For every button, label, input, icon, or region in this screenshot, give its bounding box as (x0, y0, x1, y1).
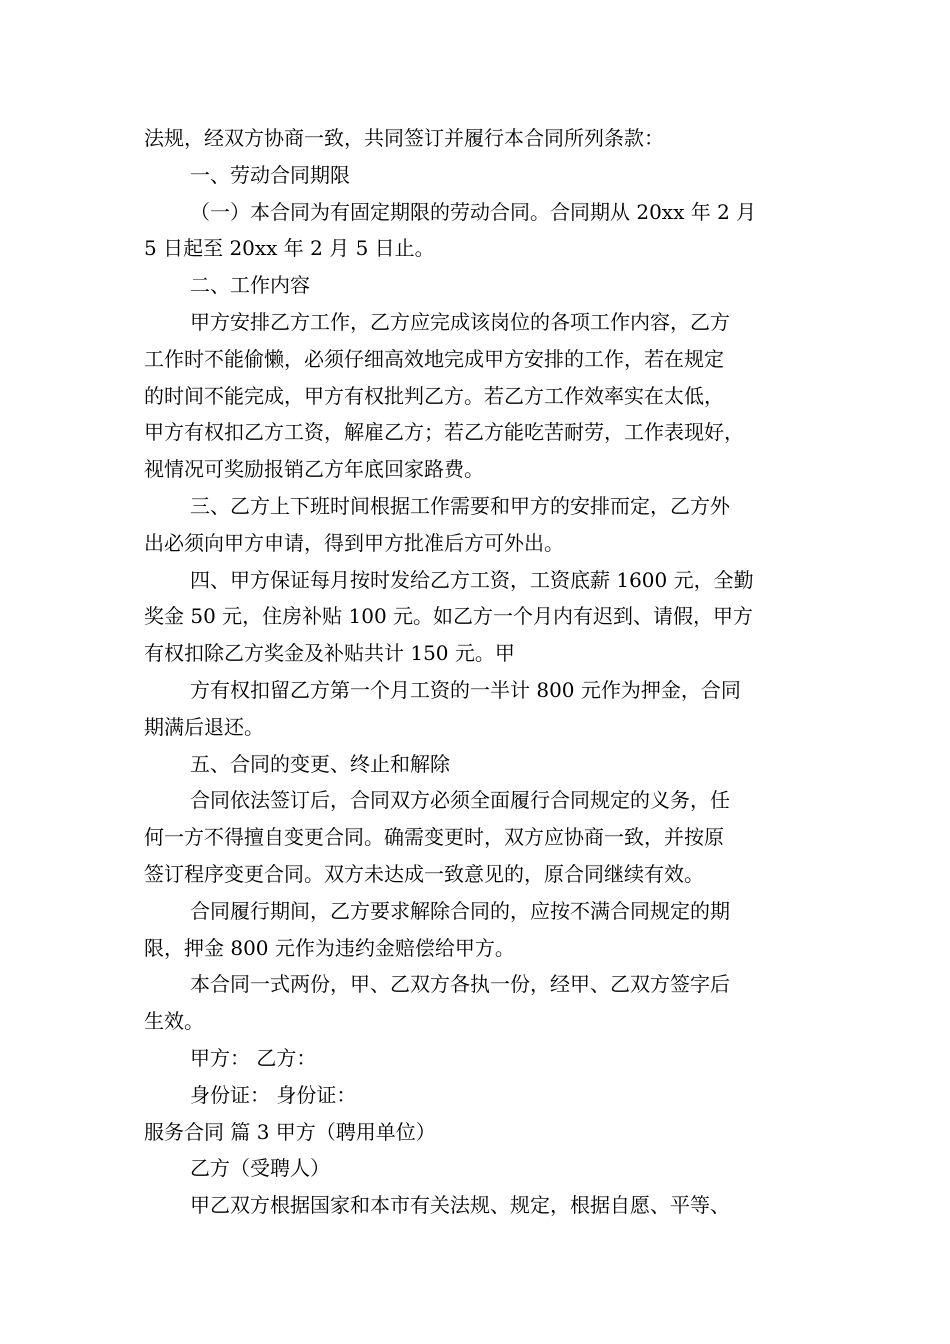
paragraph-line: 的时间不能完成，甲方有权批判乙方。若乙方工作效率实在太低， (144, 383, 724, 408)
paragraph-line: 期满后退还。 (144, 714, 264, 739)
paragraph-line: 四、甲方保证每月按时发给乙方工资，工资底薪 1600 元，全勤 (190, 567, 754, 592)
contract-section-title: 服务合同 篇 3 甲方（聘用单位） (144, 1119, 436, 1144)
document-body (144, 120, 816, 1224)
paragraph-line: 何一方不得擅自变更合同。确需变更时，双方应协商一致，并按原 (144, 825, 724, 850)
paragraph-line: （一）本合同为有固定期限的劳动合同。合同期从 20xx 年 2 月 (190, 199, 757, 224)
paragraph-line: 合同履行期间，乙方要求解除合同的，应按不满合同规定的期 (190, 898, 730, 923)
paragraph-line: 奖金 50 元，住房补贴 100 元。如乙方一个月内有迟到、请假，甲方 (144, 604, 754, 629)
party-b-label: 乙方（受聘人） (190, 1156, 330, 1181)
section-heading-work-content: 二、工作内容 (190, 273, 310, 298)
paragraph-line: 方有权扣留乙方第一个月工资的一半计 800 元作为押金，合同 (190, 677, 741, 702)
paragraph-line: 三、乙方上下班时间根据工作需要和甲方的安排而定，乙方外 (190, 493, 730, 518)
paragraph-line: 甲乙双方根据国家和本市有关法规、规定，根据自愿、平等、 (190, 1193, 730, 1218)
section-heading-change-termination: 五、合同的变更、终止和解除 (190, 751, 450, 776)
paragraph-line: 5 日起至 20xx 年 2 月 5 日止。 (144, 236, 435, 261)
paragraph-line: 工作时不能偷懒，必须仔细高效地完成甲方安排的工作，若在规定 (144, 346, 724, 371)
paragraph-line: 出必须向甲方申请，得到甲方批准后方可外出。 (144, 530, 564, 555)
paragraph-line: 视情况可奖励报销乙方年底回家路费。 (144, 457, 484, 482)
paragraph-line: 签订程序变更合同。双方未达成一致意见的，原合同继续有效。 (144, 861, 704, 886)
paragraph-line: 本合同一式两份，甲、乙双方各执一份，经甲、乙双方签字后 (190, 972, 730, 997)
signature-party-line: 甲方： 乙方： (190, 1045, 317, 1070)
id-card-line: 身份证： 身份证： (190, 1082, 357, 1107)
paragraph-line: 甲方有权扣乙方工资，解雇乙方；若乙方能吃苦耐劳，工作表现好， (144, 420, 744, 445)
section-heading-term: 一、劳动合同期限 (190, 162, 350, 187)
paragraph-line: 甲方安排乙方工作，乙方应完成该岗位的各项工作内容，乙方 (190, 309, 730, 334)
paragraph-line: 生效。 (144, 1009, 204, 1034)
paragraph-line: 合同依法签订后，合同双方必须全面履行合同规定的义务，任 (190, 788, 730, 813)
paragraph-line: 有权扣除乙方奖金及补贴共计 150 元。甲 (144, 641, 515, 666)
paragraph-line: 法规，经双方协商一致，共同签订并履行本合同所列条款： (144, 126, 664, 150)
paragraph-line: 限，押金 800 元作为违约金赔偿给甲方。 (144, 935, 515, 960)
